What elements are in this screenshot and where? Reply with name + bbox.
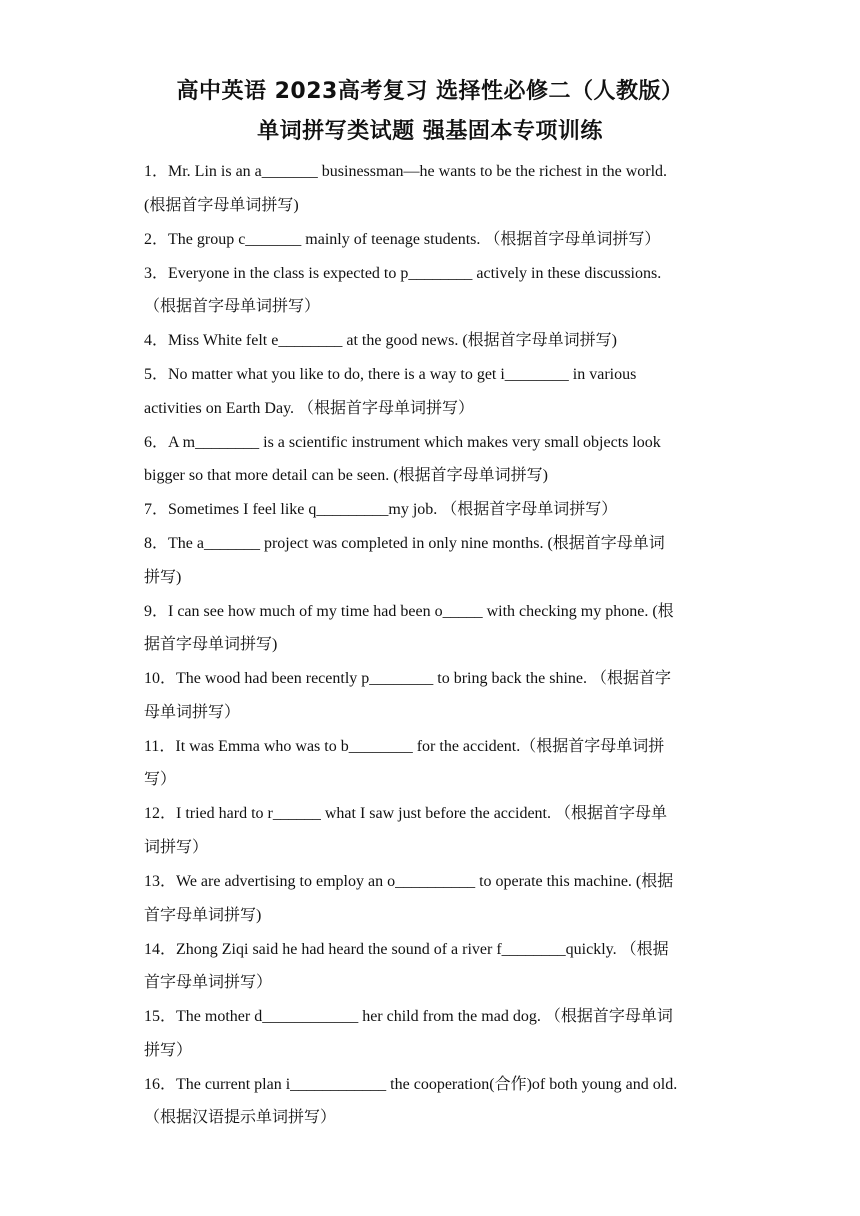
question-16-line-1: 16．The current plan i____________ the cooperation(合作)of both young and old. xyxy=(144,1076,678,1093)
question-13-line-1: 13．We are advertising to employ an o__________ to operate this machine. (根据 xyxy=(144,873,674,890)
question-3-line-1: 3．Everyone in the class is expected to p________ actively in these discussions. xyxy=(144,265,662,282)
question-6-line-2: bigger so that more detail can be seen. (根据首字母单词拼写) xyxy=(144,467,548,484)
question-13-line-2: 首字母单词拼写) xyxy=(144,907,262,924)
question-3-line-2: （根据首字母单词拼写） xyxy=(144,298,321,315)
question-16-line-2: （根据汉语提示单词拼写） xyxy=(144,1109,337,1126)
question-12-line-1: 12．I tried hard to r______ what I saw just before the accident. （根据首字母单 xyxy=(144,805,667,822)
question-4-line-1: 4．Miss White felt e________ at the good news. (根据首字母单词拼写) xyxy=(144,332,617,349)
question-10-line-1: 10．The wood had been recently p________ to bring back the shine. （根据首字 xyxy=(144,670,672,687)
question-5-line-2: activities on Earth Day. （根据首字母单词拼写） xyxy=(144,400,475,417)
question-12-line-2: 词拼写） xyxy=(144,839,209,856)
question-11-line-2: 写） xyxy=(144,771,177,788)
document-subtitle: 单词拼写类试题 强基固本专项训练 xyxy=(257,119,603,144)
question-14-line-2: 首字母单词拼写） xyxy=(144,974,273,991)
question-2-line-1: 2．The group c_______ mainly of teenage students. （根据首字母单词拼写） xyxy=(144,231,661,248)
question-1-line-1: 1．Mr. Lin is an a_______ businessman—he wants to be the richest in the world. xyxy=(144,163,668,180)
question-8-line-2: 拼写) xyxy=(144,569,182,586)
question-9-line-2: 据首字母单词拼写) xyxy=(144,636,278,653)
question-9-line-1: 9．I can see how much of my time had been o_____ with checking my phone. (根 xyxy=(144,603,674,620)
question-14-line-1: 14．Zhong Ziqi said he had heard the sound of a river f________quickly. （根据 xyxy=(144,941,669,958)
question-7-line-1: 7．Sometimes I feel like q_________my job. （根据首字母单词拼写） xyxy=(144,501,618,518)
question-6-line-1: 6．A m________ is a scientific instrument which makes very small objects look xyxy=(144,434,661,451)
question-8-line-1: 8．The a_______ project was completed in only nine months. (根据首字母单词 xyxy=(144,535,665,552)
question-15-line-1: 15．The mother d____________ her child from the mad dog. （根据首字母单词 xyxy=(144,1008,673,1025)
question-11-line-1: 11．It was Emma who was to b________ for the accident.（根据首字母单词拼 xyxy=(144,738,665,755)
question-1-line-2: (根据首字母单词拼写) xyxy=(144,197,299,214)
document-title: 高中英语 2023高考复习 选择性必修二（人教版） xyxy=(176,79,684,104)
question-10-line-2: 母单词拼写） xyxy=(144,704,241,721)
question-15-line-2: 拼写） xyxy=(144,1042,193,1059)
question-5-line-1: 5．No matter what you like to do, there is a way to get i________ in various xyxy=(144,366,637,383)
